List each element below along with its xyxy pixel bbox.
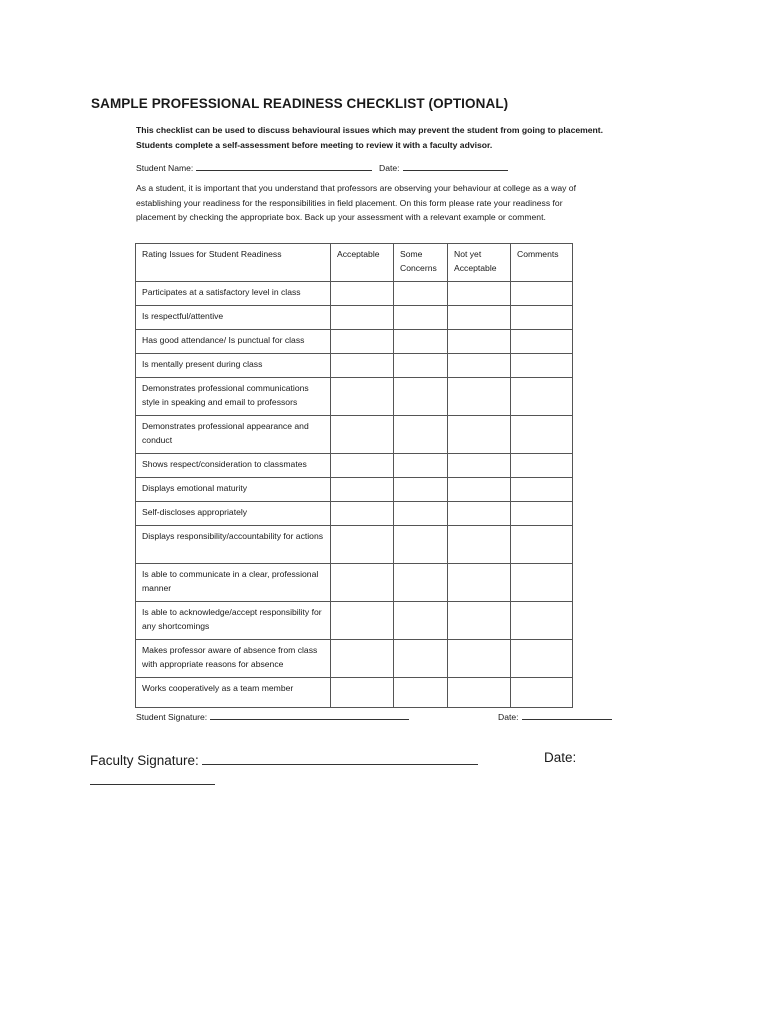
readiness-checklist-table bbox=[135, 243, 573, 708]
some-concerns-cell[interactable] bbox=[394, 454, 448, 478]
rating-item: Self-discloses appropriately bbox=[136, 502, 331, 526]
table-row bbox=[136, 478, 573, 502]
student-date-field[interactable] bbox=[522, 709, 612, 720]
acceptable-cell[interactable] bbox=[331, 602, 394, 640]
table-row bbox=[136, 378, 573, 416]
some-concerns-cell[interactable] bbox=[394, 282, 448, 306]
rating-item: Makes professor aware of absence from class with appropriate reasons for absence bbox=[136, 640, 331, 678]
instructions-paragraph bbox=[136, 181, 616, 225]
comments-cell[interactable] bbox=[511, 354, 573, 378]
intro-line: Students complete a self-assessment before meeting to review it with a faculty advisor. bbox=[136, 139, 493, 150]
rating-item: Works cooperatively as a team member bbox=[136, 678, 331, 708]
acceptable-cell[interactable] bbox=[331, 502, 394, 526]
table-row bbox=[136, 330, 573, 354]
some-concerns-cell[interactable] bbox=[394, 564, 448, 602]
some-concerns-cell[interactable] bbox=[394, 416, 448, 454]
header-rating-issues: Rating Issues for Student Readiness bbox=[136, 244, 331, 282]
not-yet-acceptable-cell[interactable] bbox=[448, 502, 511, 526]
comments-cell[interactable] bbox=[511, 416, 573, 454]
student-date-label: Date: bbox=[498, 712, 519, 722]
some-concerns-cell[interactable] bbox=[394, 478, 448, 502]
acceptable-cell[interactable] bbox=[331, 354, 394, 378]
page-title: SAMPLE PROFESSIONAL READINESS CHECKLIST (OPTIONAL) bbox=[91, 96, 509, 111]
table-row bbox=[136, 502, 573, 526]
some-concerns-cell[interactable] bbox=[394, 330, 448, 354]
acceptable-cell[interactable] bbox=[331, 306, 394, 330]
acceptable-cell[interactable] bbox=[331, 526, 394, 564]
acceptable-cell[interactable] bbox=[331, 478, 394, 502]
not-yet-acceptable-cell[interactable] bbox=[448, 678, 511, 708]
table-row bbox=[136, 306, 573, 330]
not-yet-acceptable-cell[interactable] bbox=[448, 306, 511, 330]
not-yet-acceptable-cell[interactable] bbox=[448, 330, 511, 354]
not-yet-acceptable-cell[interactable] bbox=[448, 640, 511, 678]
comments-cell[interactable] bbox=[511, 378, 573, 416]
not-yet-acceptable-cell[interactable] bbox=[448, 454, 511, 478]
some-concerns-cell[interactable] bbox=[394, 354, 448, 378]
student-date-row bbox=[498, 709, 612, 722]
not-yet-acceptable-cell[interactable] bbox=[448, 564, 511, 602]
header-not-yet-acceptable: Not yet Acceptable bbox=[448, 244, 511, 282]
table-row bbox=[136, 602, 573, 640]
rating-item: Demonstrates professional communications style in speaking and email to professors bbox=[136, 378, 331, 416]
some-concerns-cell[interactable] bbox=[394, 602, 448, 640]
paragraph-line: placement by checking the appropriate box. Back up your assessment with a relevant example or comment. bbox=[136, 212, 546, 222]
table-row bbox=[136, 678, 573, 708]
student-signature-field[interactable] bbox=[210, 709, 409, 720]
table-row bbox=[136, 416, 573, 454]
faculty-date-label: Date: bbox=[544, 750, 577, 765]
not-yet-acceptable-cell[interactable] bbox=[448, 416, 511, 454]
table-row bbox=[136, 282, 573, 306]
some-concerns-cell[interactable] bbox=[394, 526, 448, 564]
rating-item: Is respectful/attentive bbox=[136, 306, 331, 330]
comments-cell[interactable] bbox=[511, 478, 573, 502]
student-name-field[interactable] bbox=[196, 160, 372, 171]
paragraph-line: As a student, it is important that you understand that professors are observing your behaviour at college as a way of bbox=[136, 183, 576, 193]
acceptable-cell[interactable] bbox=[331, 678, 394, 708]
comments-cell[interactable] bbox=[511, 640, 573, 678]
acceptable-cell[interactable] bbox=[331, 564, 394, 602]
acceptable-cell[interactable] bbox=[331, 330, 394, 354]
some-concerns-cell[interactable] bbox=[394, 502, 448, 526]
some-concerns-cell[interactable] bbox=[394, 378, 448, 416]
table-row bbox=[136, 564, 573, 602]
rating-item: Shows respect/consideration to classmates bbox=[136, 454, 331, 478]
acceptable-cell[interactable] bbox=[331, 416, 394, 454]
comments-cell[interactable] bbox=[511, 564, 573, 602]
comments-cell[interactable] bbox=[511, 678, 573, 708]
comments-cell[interactable] bbox=[511, 454, 573, 478]
comments-cell[interactable] bbox=[511, 526, 573, 564]
comments-cell[interactable] bbox=[511, 602, 573, 640]
acceptable-cell[interactable] bbox=[331, 282, 394, 306]
not-yet-acceptable-cell[interactable] bbox=[448, 478, 511, 502]
acceptable-cell[interactable] bbox=[331, 454, 394, 478]
header-acceptable: Acceptable bbox=[331, 244, 394, 282]
student-signature-label: Student Signature: bbox=[136, 712, 208, 722]
faculty-signature-row bbox=[90, 750, 478, 768]
rating-item: Has good attendance/ Is punctual for class bbox=[136, 330, 331, 354]
intro-instructions bbox=[136, 123, 636, 152]
rating-item: Demonstrates professional appearance and conduct bbox=[136, 416, 331, 454]
not-yet-acceptable-cell[interactable] bbox=[448, 282, 511, 306]
student-name-row bbox=[136, 160, 372, 173]
rating-item: Is able to communicate in a clear, professional manner bbox=[136, 564, 331, 602]
not-yet-acceptable-cell[interactable] bbox=[448, 526, 511, 564]
acceptable-cell[interactable] bbox=[331, 640, 394, 678]
intro-line: This checklist can be used to discuss behavioural issues which may prevent the student from going to placement. bbox=[136, 125, 604, 135]
student-name-label: Student Name: bbox=[136, 163, 194, 173]
rating-item: Participates at a satisfactory level in class bbox=[136, 282, 331, 306]
rating-item: Is able to acknowledge/accept responsibility for any shortcomings bbox=[136, 602, 331, 640]
some-concerns-cell[interactable] bbox=[394, 640, 448, 678]
some-concerns-cell[interactable] bbox=[394, 306, 448, 330]
header-comments: Comments bbox=[511, 244, 573, 282]
comments-cell[interactable] bbox=[511, 306, 573, 330]
some-concerns-cell[interactable] bbox=[394, 678, 448, 708]
date-label: Date: bbox=[379, 163, 400, 173]
table-row bbox=[136, 454, 573, 478]
faculty-signature-label: Faculty Signature: bbox=[90, 753, 199, 768]
header-some-concerns: Some Concerns bbox=[394, 244, 448, 282]
rating-item: Displays responsibility/accountability for actions bbox=[136, 526, 331, 564]
table-header-row bbox=[136, 244, 573, 282]
rating-item: Displays emotional maturity bbox=[136, 478, 331, 502]
table-row bbox=[136, 354, 573, 378]
acceptable-cell[interactable] bbox=[331, 378, 394, 416]
table-row bbox=[136, 640, 573, 678]
not-yet-acceptable-cell[interactable] bbox=[448, 602, 511, 640]
table-row bbox=[136, 526, 573, 564]
date-field[interactable] bbox=[403, 160, 508, 171]
rating-item: Is mentally present during class bbox=[136, 354, 331, 378]
paragraph-line: establishing your readiness for the responsibilities in field placement. On this form please rate your readiness for bbox=[136, 197, 563, 208]
comments-cell[interactable] bbox=[511, 502, 573, 526]
date-row bbox=[379, 160, 508, 173]
faculty-date-field[interactable] bbox=[90, 784, 215, 785]
not-yet-acceptable-cell[interactable] bbox=[448, 354, 511, 378]
student-signature-row bbox=[136, 709, 409, 722]
comments-cell[interactable] bbox=[511, 330, 573, 354]
comments-cell[interactable] bbox=[511, 282, 573, 306]
faculty-signature-field[interactable] bbox=[202, 750, 478, 765]
not-yet-acceptable-cell[interactable] bbox=[448, 378, 511, 416]
